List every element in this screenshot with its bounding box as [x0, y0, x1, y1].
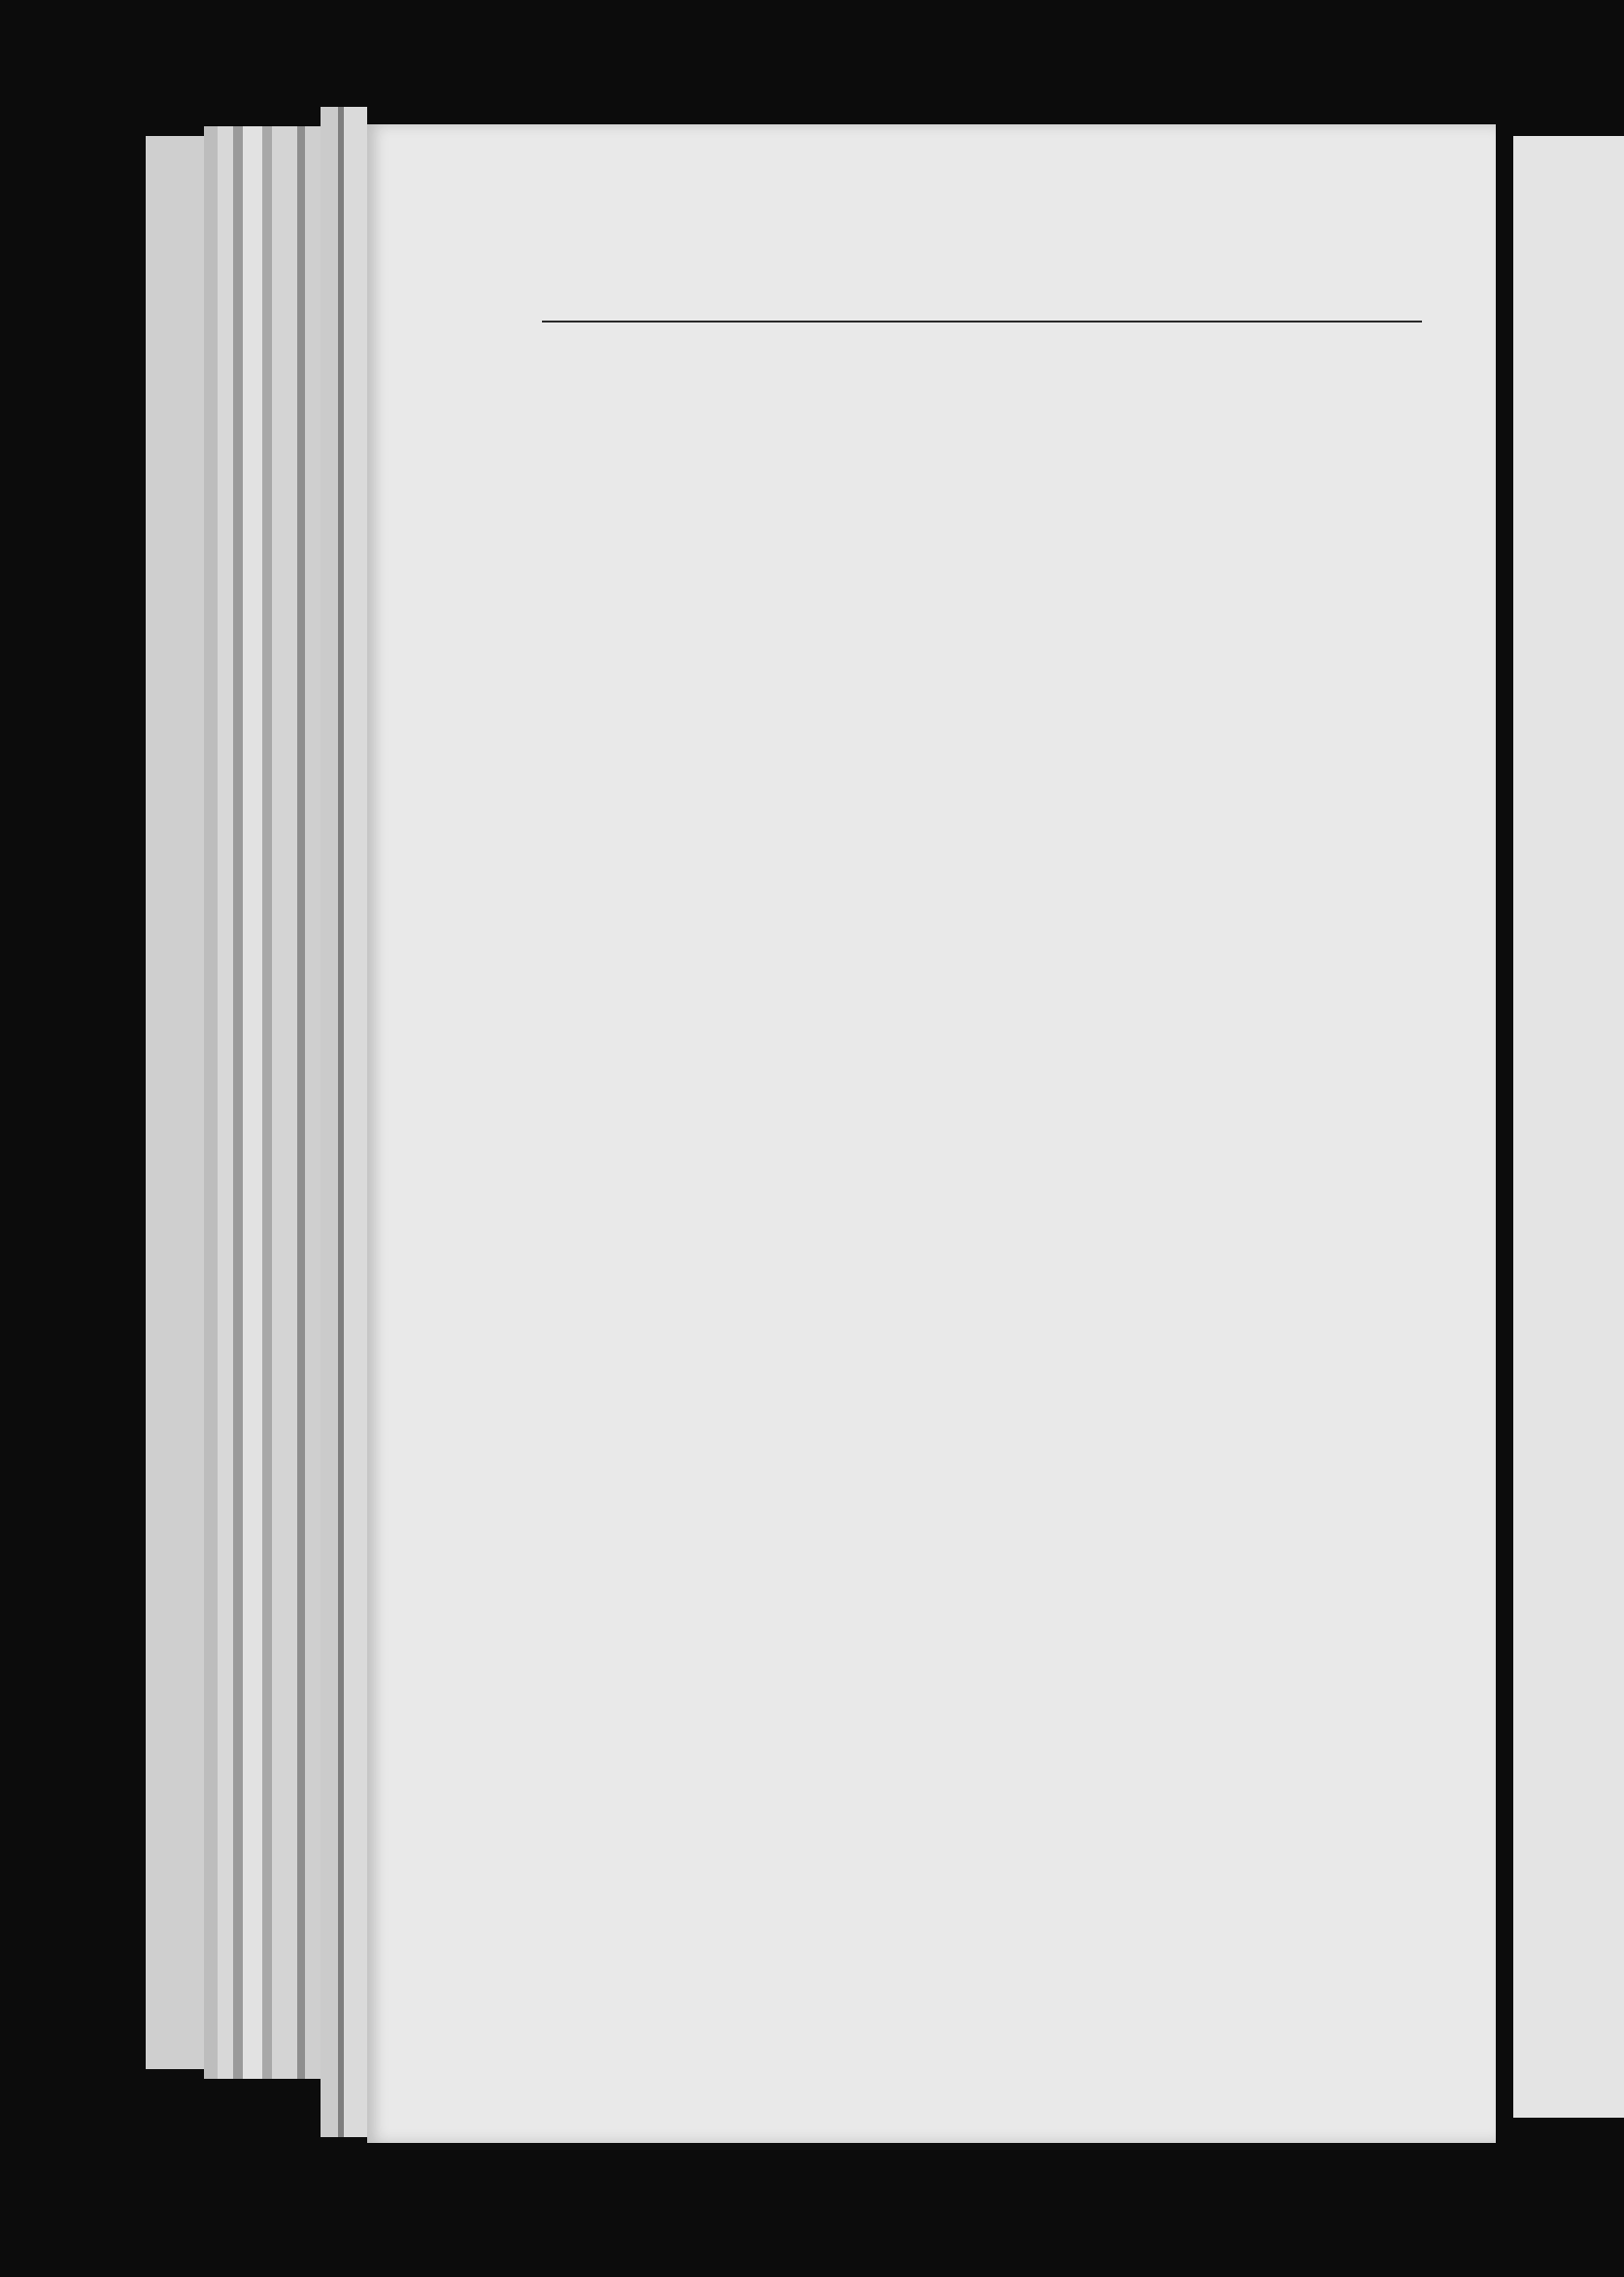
header-rule	[542, 321, 1422, 323]
book-spine-edge	[146, 136, 204, 2069]
document-page	[367, 124, 1496, 2143]
book-page-edges-inner	[321, 107, 367, 2137]
book-page-edges	[204, 126, 321, 2079]
opposite-page-fragment	[1513, 136, 1624, 2118]
